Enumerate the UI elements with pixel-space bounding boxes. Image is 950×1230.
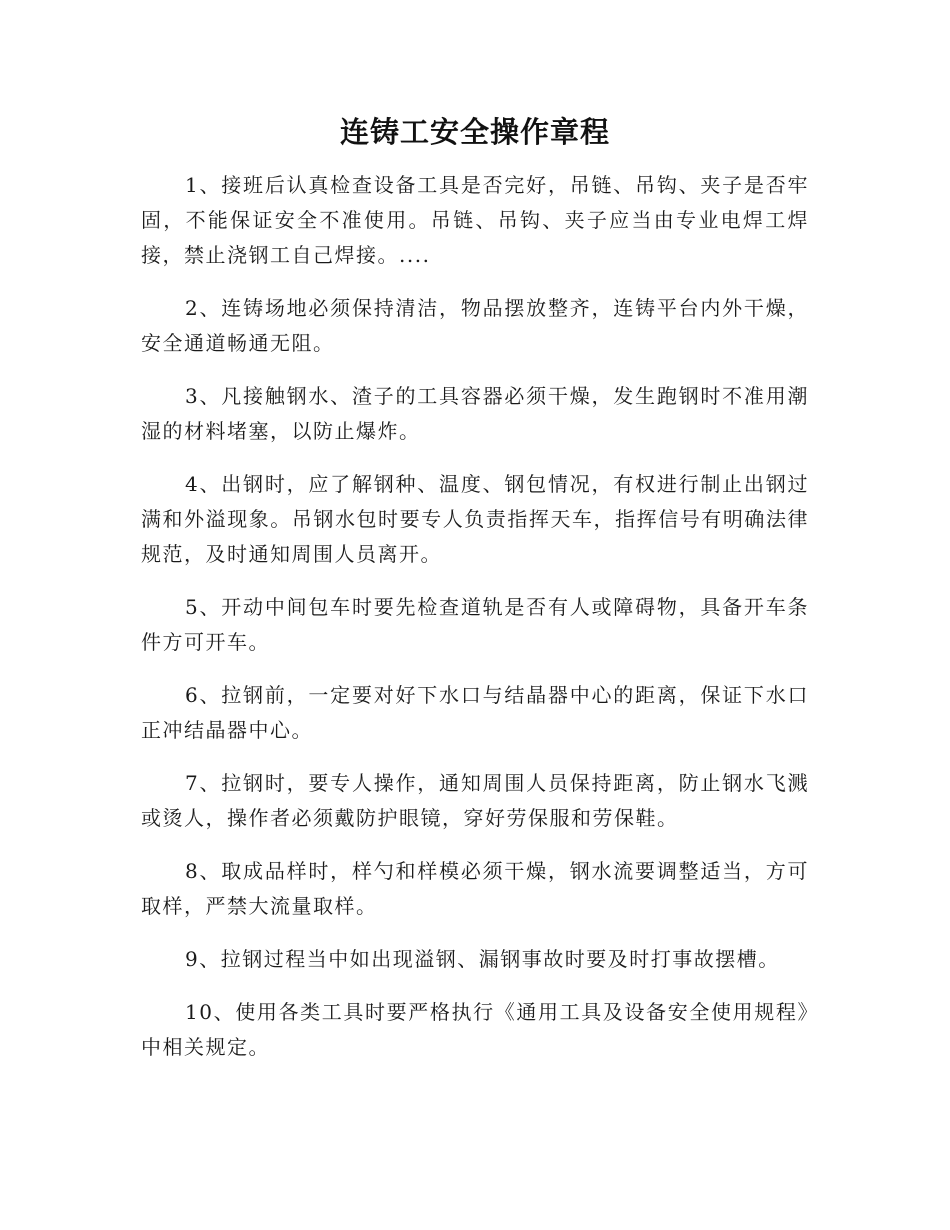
paragraph-6: 6、拉钢前，一定要对好下水口与结晶器中心的距离，保证下水口正冲结晶器中心。 bbox=[141, 683, 809, 742]
page-title: 连铸工安全操作章程 bbox=[339, 115, 610, 149]
document-body bbox=[141, 168, 809, 1083]
paragraph-9: 9、拉钢过程当中如出现溢钢、漏钢事故时要及时打事故摆槽。 bbox=[185, 947, 780, 971]
paragraph-4: 4、出钢时，应了解钢种、温度、钢包情况，有权进行制止出钢过满和外溢现象。吊钢水包时要专人负责指挥天车，指挥信号有明确法律规范，及时通知周围人员离开。 bbox=[141, 472, 809, 566]
paragraph-3: 3、凡接触钢水、渣子的工具容器必须干燥，发生跑钢时不准用潮湿的材料堵塞，以防止爆炸。 bbox=[141, 384, 809, 443]
paragraph-2: 2、连铸场地必须保持清洁，物品摆放整齐，连铸平台内外干燥，安全通道畅通无阻。 bbox=[141, 296, 809, 355]
paragraph-10: 10、使用各类工具时要严格执行《通用工具及设备安全使用规程》中相关规定。 bbox=[141, 1000, 809, 1059]
paragraph-7: 7、拉钢时，要专人操作，通知周围人员保持距离，防止钢水飞溅或烫人，操作者必须戴防护眼镜，穿好劳保服和劳保鞋。 bbox=[141, 771, 809, 830]
paragraph-1: 1、接班后认真检查设备工具是否完好，吊链、吊钩、夹子是否牢固，不能保证安全不准使用。吊链、吊钩、夹子应当由专业电焊工焊接，禁止浇钢工自己焊接。.... bbox=[141, 173, 809, 267]
paragraph-8: 8、取成品样时，样勺和样模必须干燥，钢水流要调整适当，方可取样，严禁大流量取样。 bbox=[141, 859, 809, 918]
paragraph-5: 5、开动中间包车时要先检查道轨是否有人或障碍物，具备开车条件方可开车。 bbox=[141, 595, 809, 654]
